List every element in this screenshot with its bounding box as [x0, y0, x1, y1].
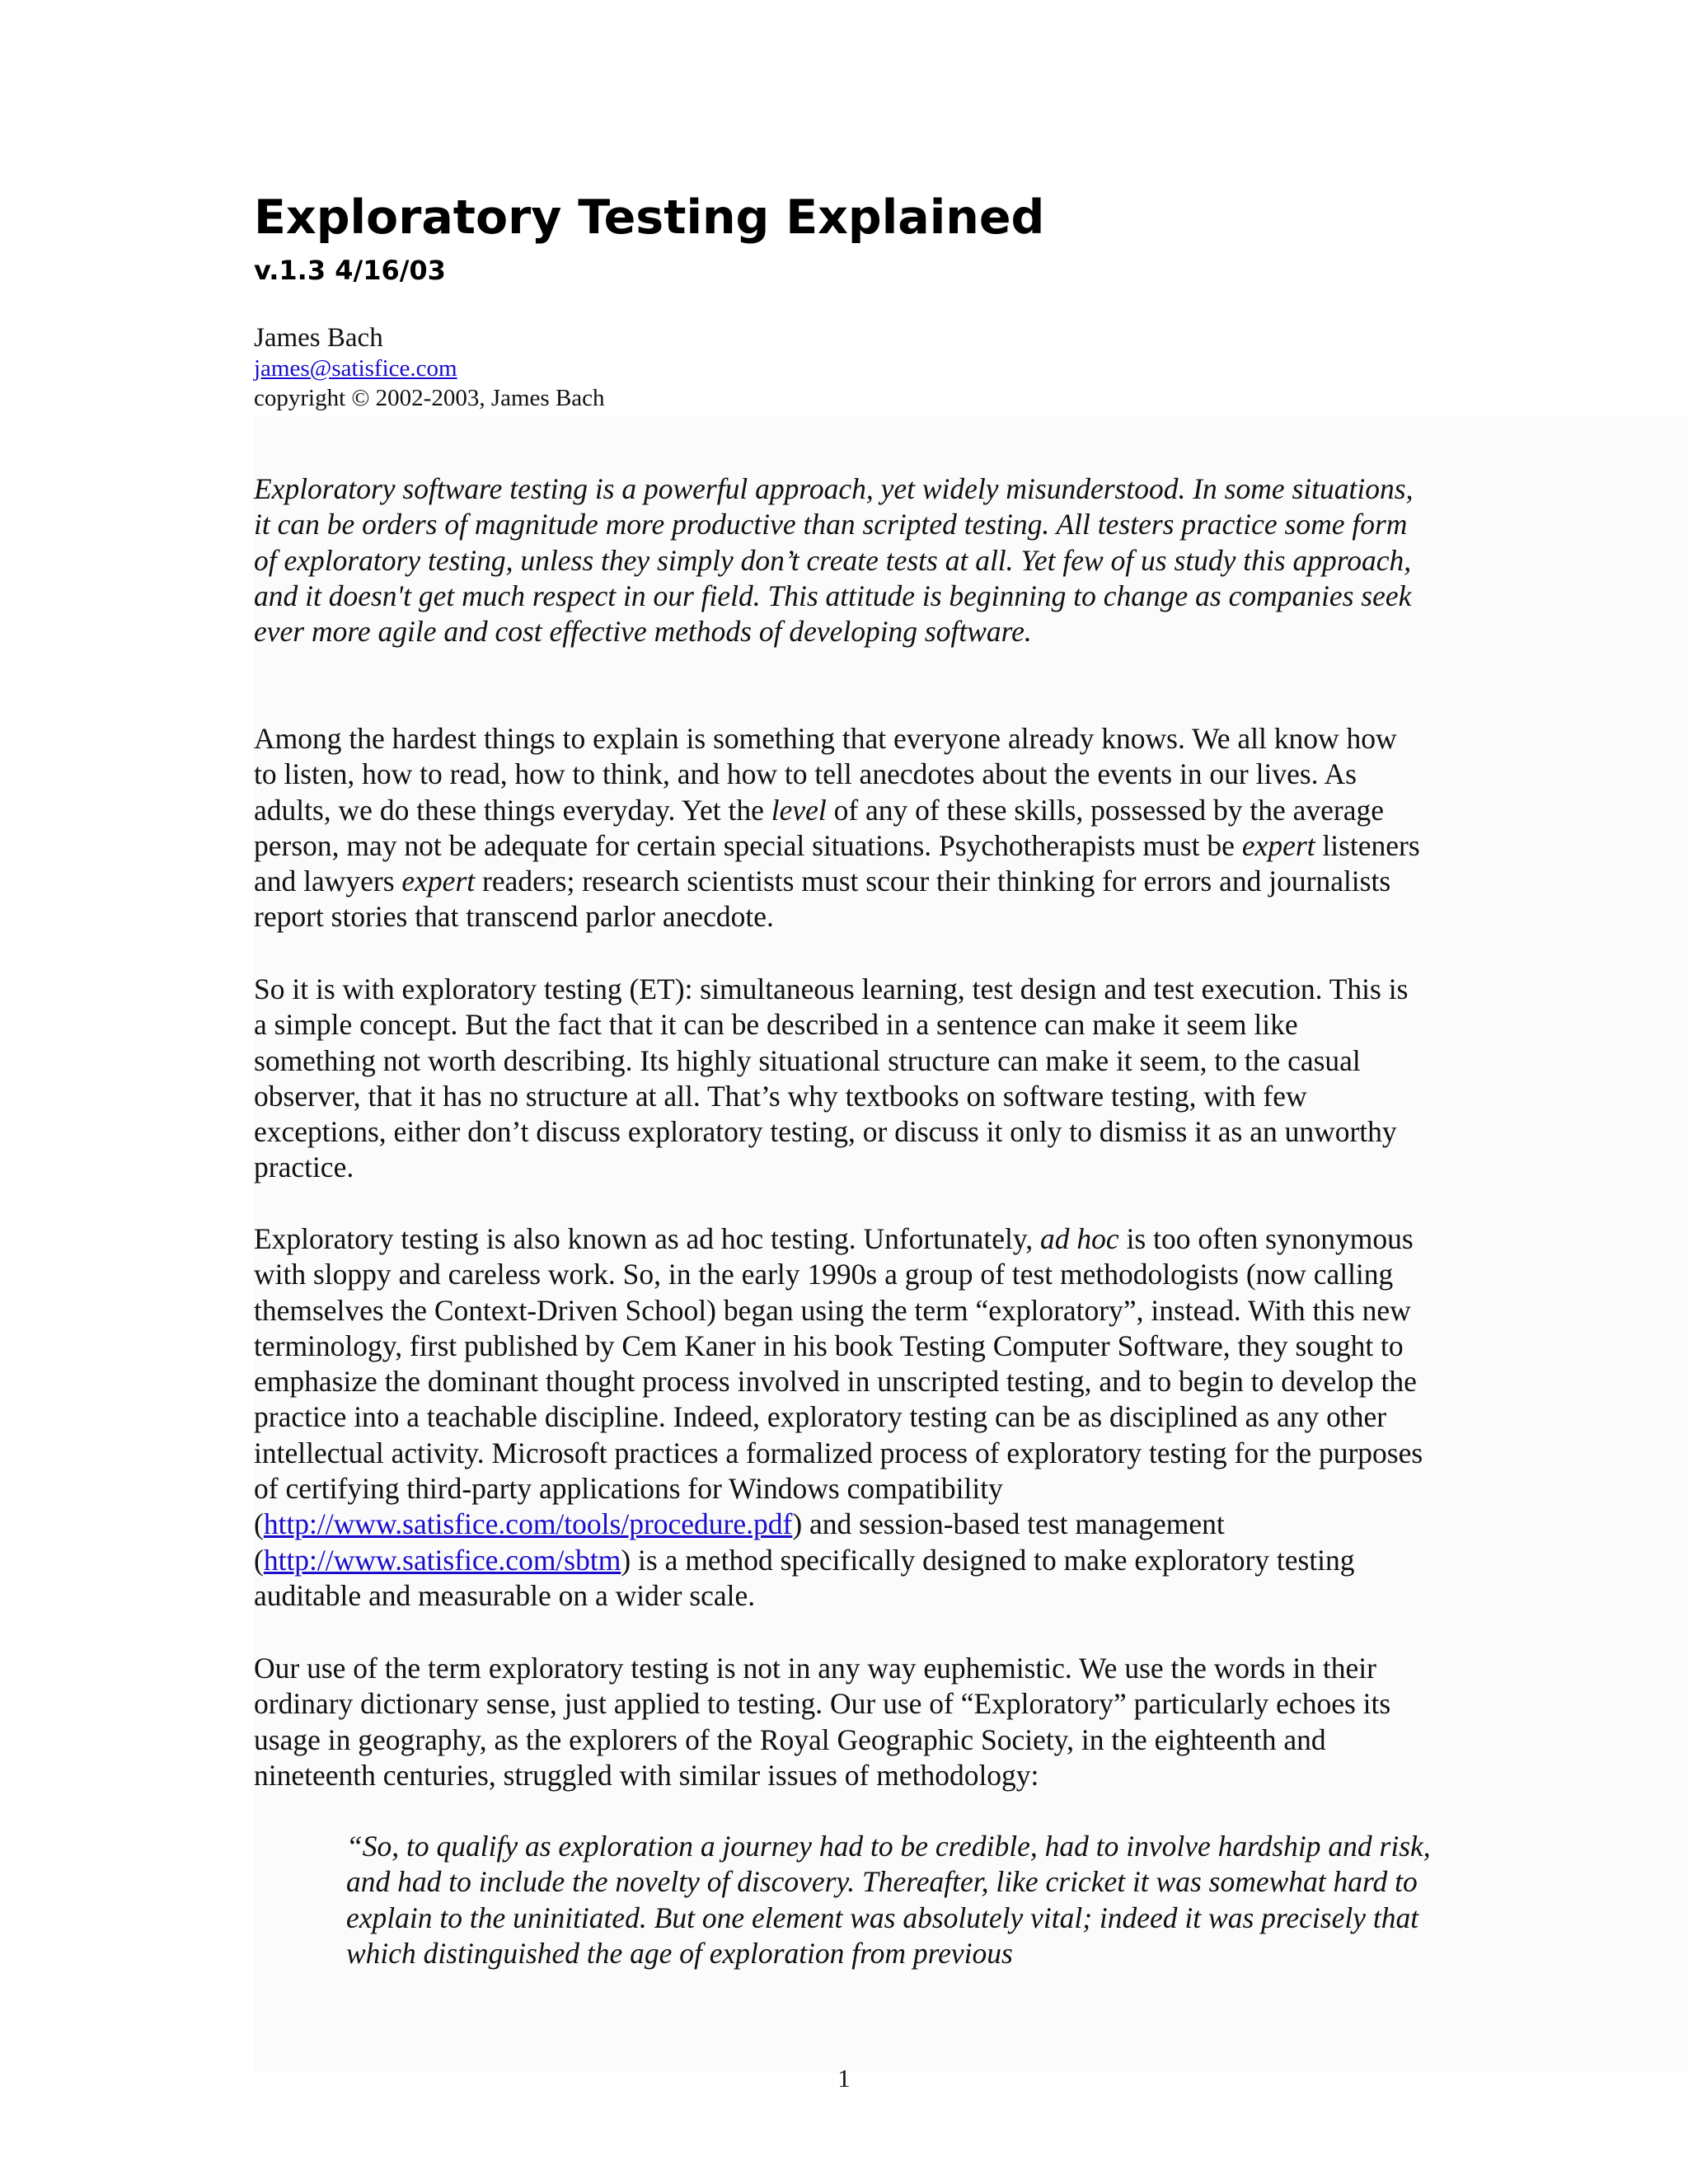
document-title: Exploratory Testing Explained: [254, 190, 1045, 245]
body-paragraph-1: [254, 721, 1424, 935]
text-run: listeners and lawyers: [254, 828, 1420, 898]
author-email-link[interactable]: james@satisfice.com: [254, 355, 457, 382]
text-run: Exploratory testing is also known as ad hoc testing. Unfortunately,: [254, 1222, 1041, 1255]
text-run: Among the hardest things to explain is something that everyone already knows. We all know how to listen, how to read, how to think, and how to tell anecdotes about the events in our lives. As adults, we do these things everyday. Yet the: [254, 722, 1397, 827]
page-number: 1: [837, 2064, 851, 2093]
body-paragraph-4: Our use of the term exploratory testing is not in any way euphemistic. We use the words in their ordinary dictionary sense, just applied to testing. Our use of “Exploratory” particularly echoes its usage in geography, as the explorers of the Royal Geographic Society, in the eighteenth and nineteenth centuries, struggled with similar issues of methodology:: [254, 1652, 1391, 1792]
abstract-paragraph: Exploratory software testing is a powerful approach, yet widely misunderstood. In some situations, it can be orders of magnitude more productive than scripted testing. All testers practice some form of exploratory testing, unless they simply don’t create tests at all. Yet few of us study this approach, and it doesn't get much respect in our field. This attitude is beginning to change as companies seek ever more agile and cost effective methods of developing software.: [254, 472, 1414, 649]
document-version: v.1.3 4/16/03: [254, 255, 446, 286]
text-run: ) and session-based test management (: [254, 1507, 1225, 1577]
block-quote: “So, to qualify as exploration a journey had to be credible, had to involve hardship and risk, and had to include the novelty of discovery. Thereafter, like cricket it was somewhat hard to explain to the uninitiated. But one element was absolutely vital; indeed it was precisely that which distinguished the age of exploration from previous: [346, 1830, 1431, 1970]
body-paragraph-2: So it is with exploratory testing (ET): simultaneous learning, test design and test execution. This is a simple concept. But the fact that it can be described in a sentence can make it seem like something not worth describing. Its highly situational structure can make it seem, to the casual observer, that it has no structure at all. That’s why textbooks on software testing, with few exceptions, either don’t discuss exploratory testing, or discuss it only to dismiss it as an unworthy practice.: [254, 972, 1409, 1184]
sbtm-link[interactable]: http://www.satisfice.com/sbtm: [263, 1543, 621, 1577]
emphasis-expert: expert: [1241, 828, 1315, 862]
procedure-pdf-link[interactable]: http://www.satisfice.com/tools/procedure.pdf: [263, 1507, 793, 1541]
emphasis-ad-hoc: ad hoc: [1040, 1222, 1119, 1255]
text-run: readers; research scientists must scour their thinking for errors and journalists report stories that transcend parlor anecdote.: [254, 865, 1391, 934]
text-run: is too often synonymous with sloppy and careless work. So, in the early 1990s a group of test methodologists (now calling themselves the Context-Driven School) began using the term “exploratory”, instead. With this new terminology, first published by Cem Kaner in his book Testing Computer Software, they sought to emphasize the dominant thought process involved in unscripted testing, and to begin to develop the practice into a teachable discipline. Indeed, exploratory testing can be as disciplined as any other intellectual activity. Microsoft practices a formalized process of exploratory testing for the purposes of certifying third-party applications for Windows compatibility (: [254, 1222, 1423, 1541]
copyright-notice: copyright © 2002-2003, James Bach: [254, 385, 605, 411]
emphasis-level: level: [771, 793, 827, 827]
emphasis-expert: expert: [401, 865, 476, 898]
body-paragraph-3: [254, 1221, 1424, 1614]
text-run: of any of these skills, possessed by the average person, may not be adequate for certain special situations. Psychotherapists must be: [254, 793, 1385, 862]
author-name: James Bach: [254, 323, 383, 353]
text-run: ) is a method specifically designed to make exploratory testing auditable and measurable on a wider scale.: [254, 1543, 1355, 1612]
